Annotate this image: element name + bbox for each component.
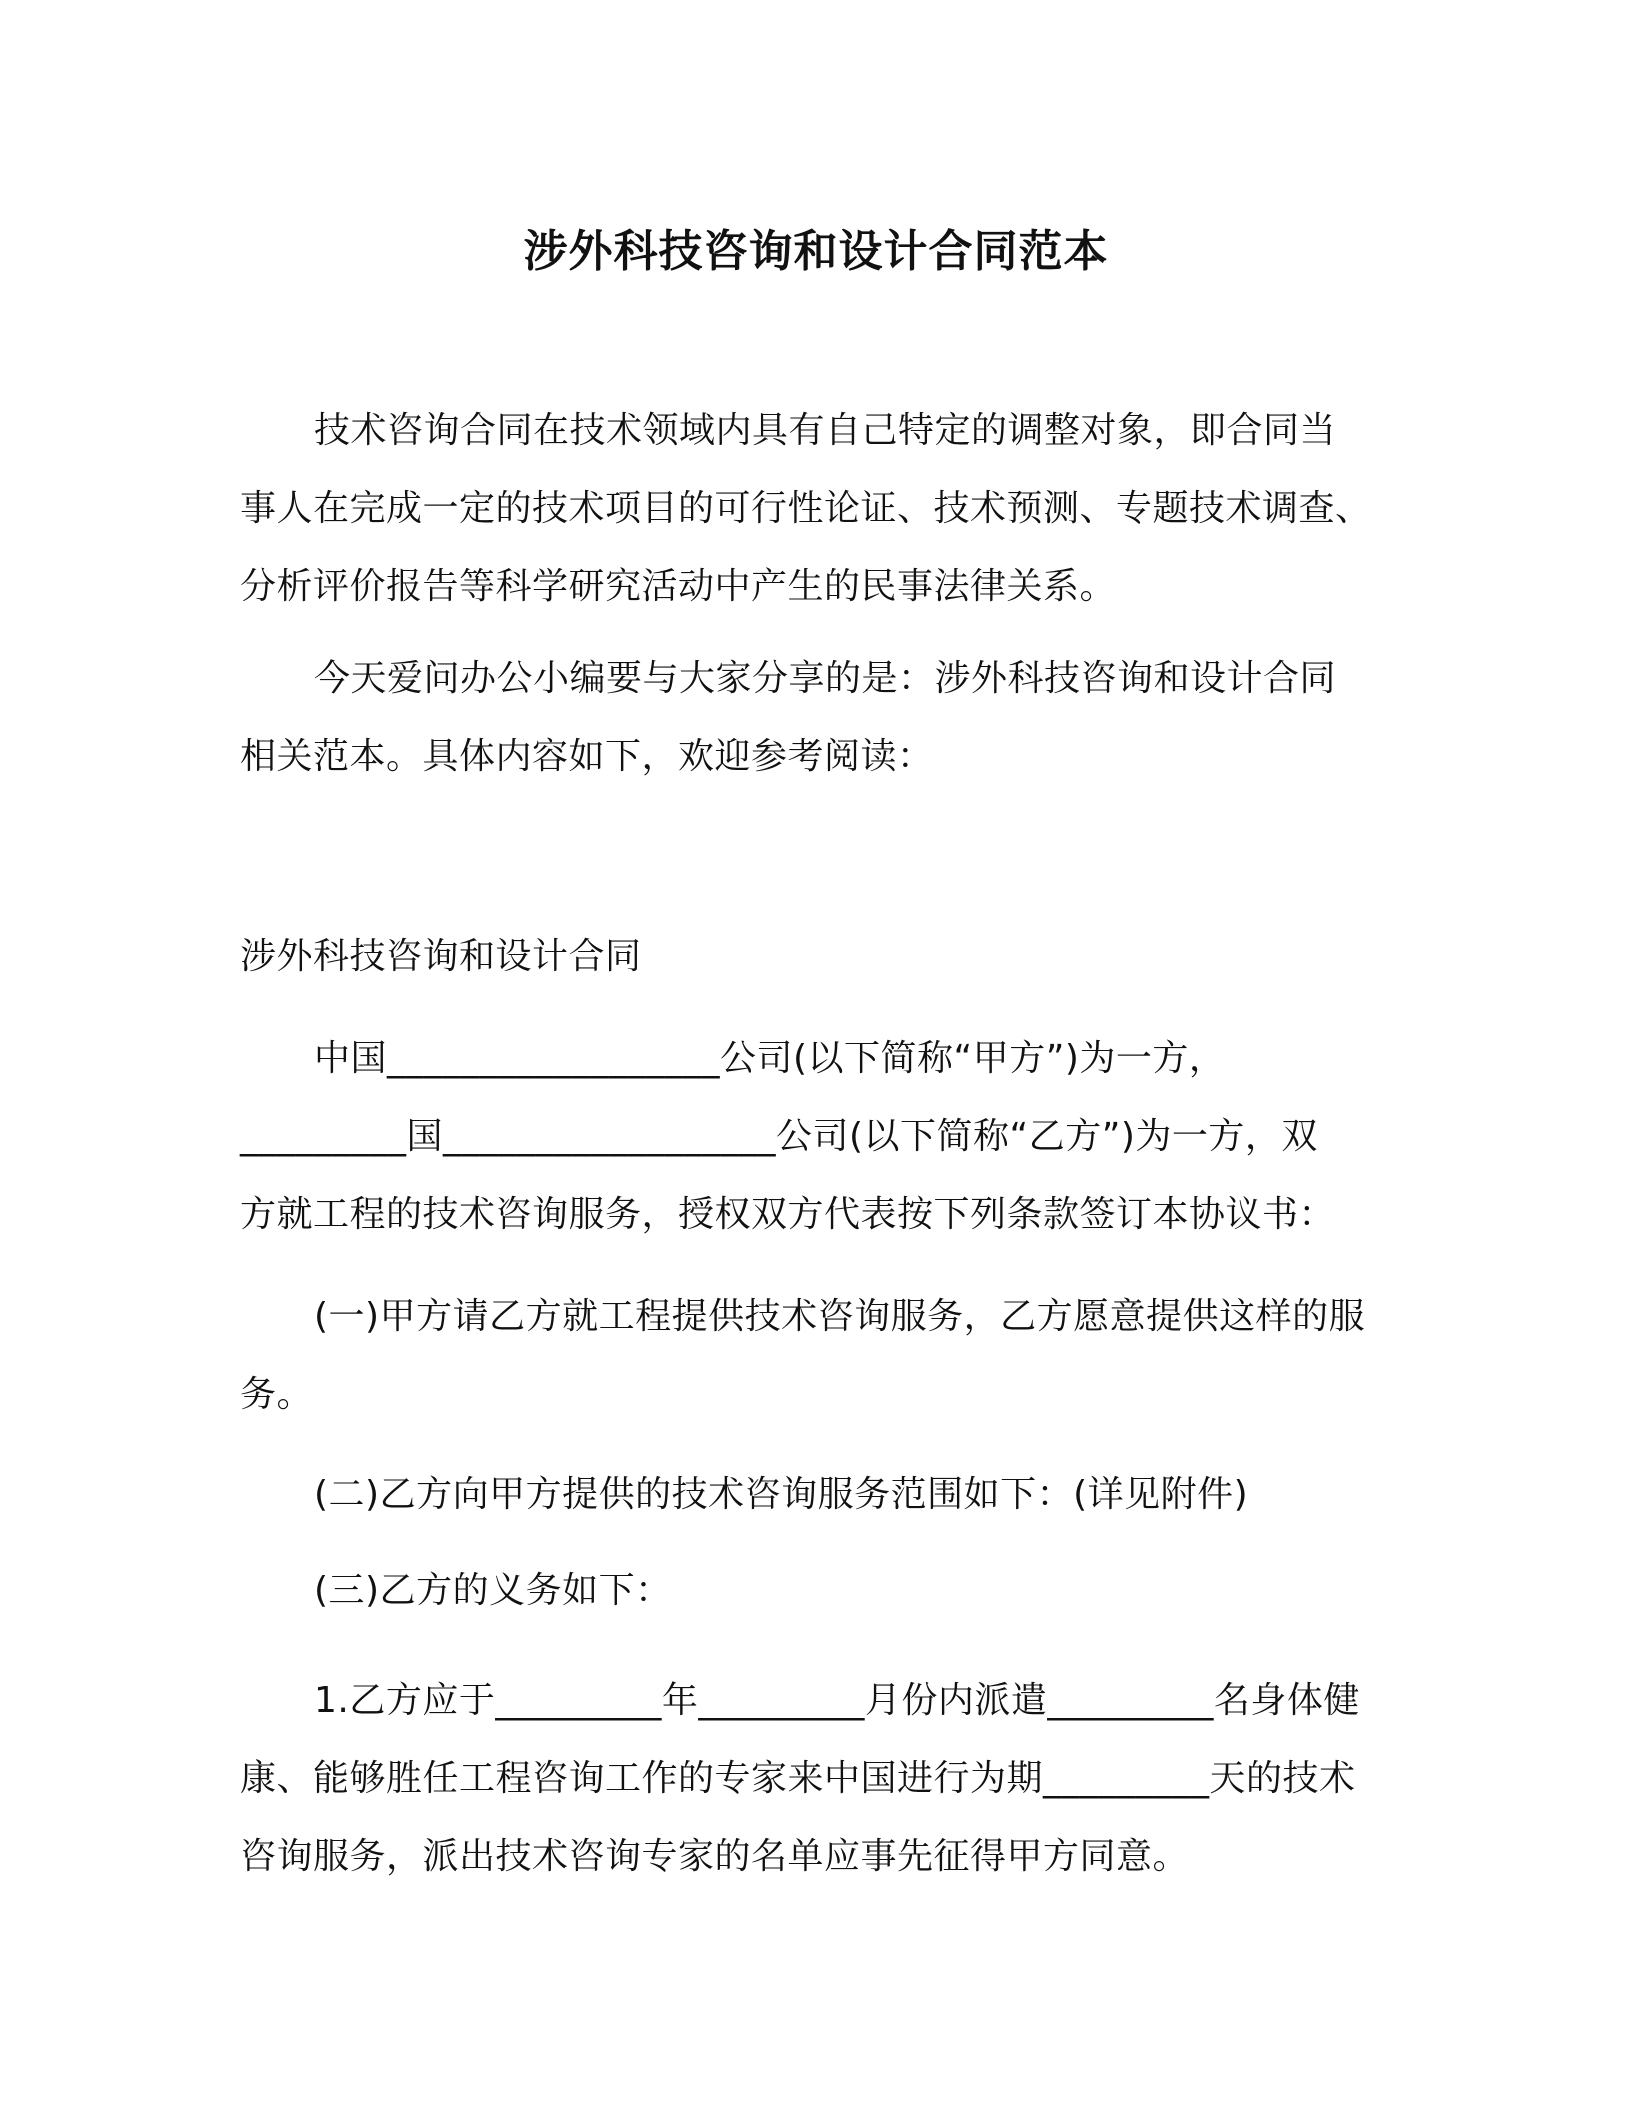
clause-3-text: (三)乙方的义务如下： (314, 1570, 672, 1611)
clause-3 (240, 1552, 1390, 1630)
item-1 (240, 1662, 1390, 1896)
clause-1 (240, 1278, 1390, 1434)
item-1-line-2: 康、能够胜任工程咨询工作的专家来中国进行为期_________天的技术 (240, 1758, 1356, 1799)
parties-line-1: 中国__________________公司(以下简称“甲方”)为一方， (314, 1038, 1226, 1079)
intro-paragraph (240, 392, 1390, 626)
clause-1-line-2: 务。 (240, 1374, 314, 1415)
intro-line-1: 技术咨询合同在技术领域内具有自己特定的调整对象，即合同当 (314, 410, 1337, 451)
clause-2-text: (二)乙方向甲方提供的技术咨询服务范围如下：(详见附件) (314, 1474, 1249, 1515)
contract-heading (240, 918, 1390, 996)
parties-line-3: 方就工程的技术咨询服务，授权双方代表按下列条款签订本协议书： (240, 1194, 1336, 1235)
item-1-line-1: 1.乙方应于_________年_________月份内派遣_________名身体健 (314, 1680, 1360, 1721)
parties-paragraph (240, 1020, 1390, 1254)
share-line-2: 相关范本。具体内容如下，欢迎参考阅读： (240, 736, 934, 777)
clause-2 (240, 1456, 1390, 1534)
parties-line-2: _________国__________________公司(以下简称“乙方”)为一方，双 (240, 1116, 1318, 1157)
intro-line-2: 事人在完成一定的技术项目的可行性论证、技术预测、专题技术调查、 (240, 488, 1372, 529)
item-1-line-3: 咨询服务，派出技术咨询专家的名单应事先征得甲方同意。 (240, 1836, 1190, 1877)
share-paragraph (240, 640, 1390, 796)
document-title: 涉外科技咨询和设计合同范本 (523, 226, 1109, 277)
contract-heading-text: 涉外科技咨询和设计合同 (240, 936, 642, 977)
intro-line-3: 分析评价报告等科学研究活动中产生的民事法律关系。 (240, 566, 1117, 607)
share-line-1: 今天爱问办公小编要与大家分享的是：涉外科技咨询和设计合同 (314, 658, 1337, 699)
clause-1-line-1: (一)甲方请乙方就工程提供技术咨询服务，乙方愿意提供这样的服 (314, 1296, 1366, 1337)
